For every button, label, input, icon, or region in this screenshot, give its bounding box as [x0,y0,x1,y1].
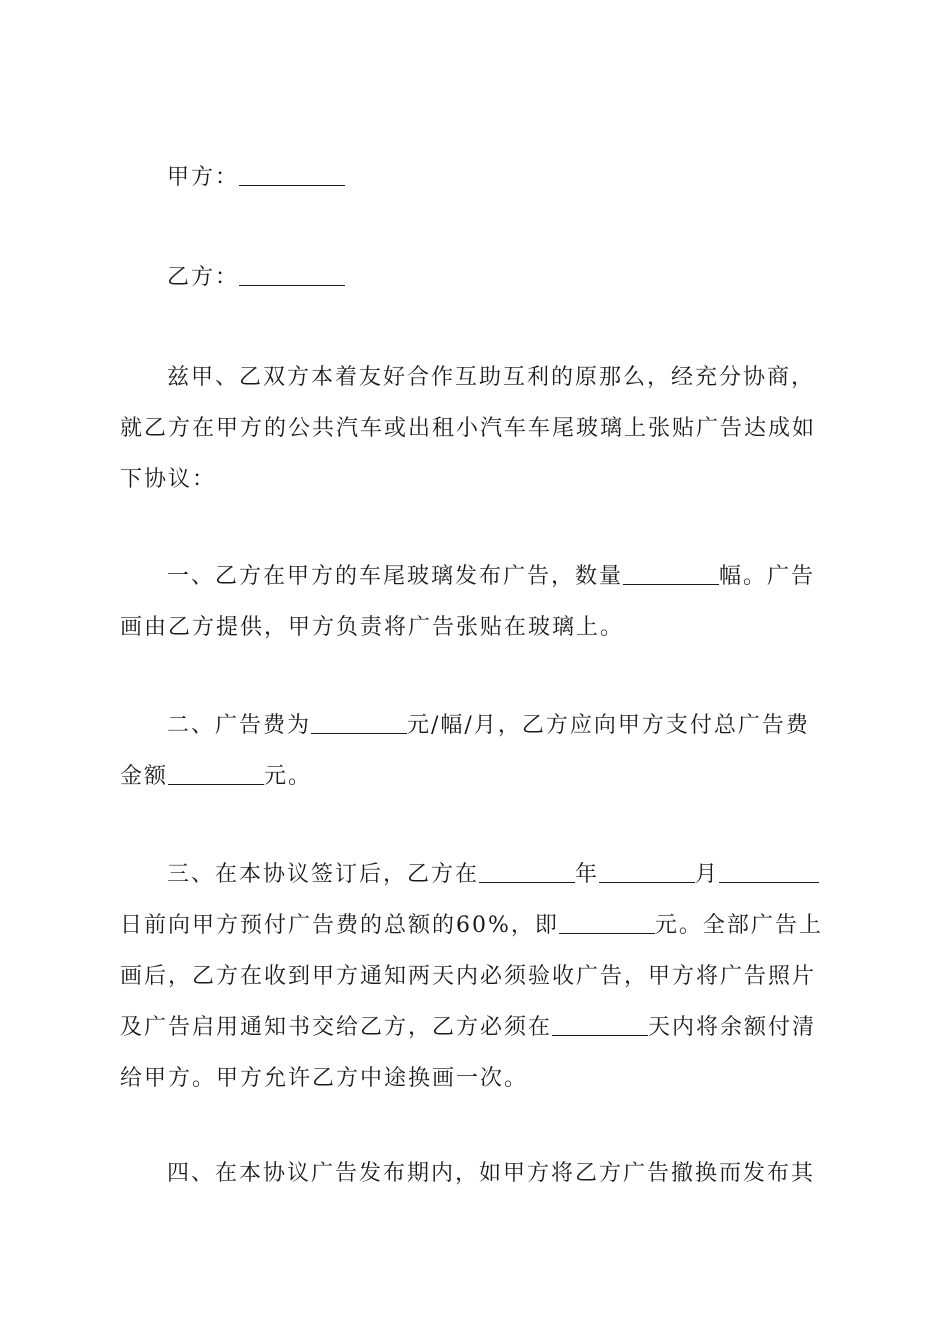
clause-2-text-a: 二、广告费为 [167,713,312,738]
preamble-text: 兹甲、乙双方本着友好合作互助互利的原那么，经充分协商，就乙方在甲方的公共汽车或出租小汽车车尾玻璃上张贴广告达成如下协议： [120,365,817,492]
clause-1-quantity-blank [623,562,719,585]
party-b-blank [239,263,345,286]
clause-3-text-f: 天内将余额付清给甲方。甲方允许乙方中途换画一次。 [120,1015,817,1091]
preamble-paragraph [120,352,832,505]
clause-3-day-blank-a [719,860,799,883]
party-a-blank [239,163,345,186]
clause-3-days-blank [552,1013,648,1036]
party-b-label: 乙方： [167,265,240,290]
clause-2-text-b: 元/幅/月，乙方应向甲方支付总广告费金额 [120,713,810,789]
clause-3-text-a: 三、在本协议签订后，乙方在 [167,862,480,887]
clause-2-text-c: 元。 [264,764,313,789]
clause-3-text-b: 年 [575,862,600,887]
clause-3-year-blank [479,860,575,883]
clause-3-text-d: 日前向甲方预付广告费的总额的60%，即 [120,913,559,938]
clause-4-text-a: 四、在本协议广告发布期内，如甲方将乙方广告撤换而发布其 [167,1161,816,1186]
clause-3-prepay-blank [559,911,655,934]
clause-3-text-c: 月 [695,862,720,887]
party-a-line [120,152,832,203]
clause-4-paragraph [120,1148,832,1199]
clause-1-paragraph [120,551,832,653]
clause-1-text-a: 一、乙方在甲方的车尾玻璃发布广告，数量 [167,564,624,589]
clause-3-month-blank [599,860,695,883]
clause-2-paragraph [120,700,832,802]
clause-1-text-b: 幅。广告画由乙方提供，甲方负责将广告张贴在玻璃上。 [120,564,816,640]
clause-3-text-e: 元。全部广告上画后，乙方在收到甲方通知两天内必须验收广告，甲方将广告照片及广告启用通知书交给乙方，乙方必须在 [120,913,823,1040]
clause-2-fee-blank [311,711,407,734]
party-a-label: 甲方： [167,165,240,190]
party-b-line [120,252,832,303]
clause-3-paragraph [120,849,832,1104]
clause-3-day-blank-b [799,860,819,883]
clause-2-total-blank [168,762,264,785]
